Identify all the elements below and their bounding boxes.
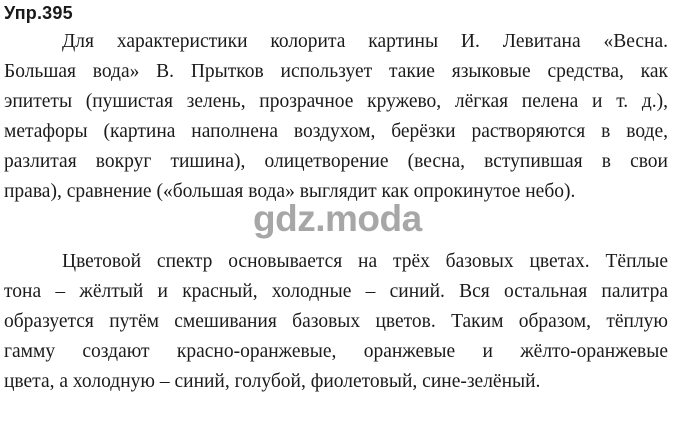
paragraph-2-line-3: образуется путём смешивания базовых цветов. Таким образом, тёплую [4, 311, 668, 332]
paragraph-2-line-1: Цветовой спектр основывается на трёх базовых цветах. Тёплые [62, 251, 668, 272]
paragraph-1-line-6: права), сравнение («большая вода» выглядит как опрокинутое небо). [4, 181, 576, 202]
site-watermark: gdz.moda [253, 198, 422, 239]
exercise-title: Упр.395 [4, 3, 73, 23]
paragraph-2-line-4: гамму создают красно-оранжевые, оранжевые и жёлто-оранжевые [4, 341, 668, 362]
paragraph-2-line-2: тона – жёлтый и красный, холодные – синий. Вся остальная палитра [4, 281, 668, 302]
paragraph-1-line-4: метафоры (картина наполнена воздухом, берёзки растворяются в воде, [4, 121, 668, 142]
paragraph-1-line-2: Большая вода» В. Прытков использует такие языковые средства, как [4, 61, 668, 82]
paragraph-1-line-3: эпитеты (пушистая зелень, прозрачное кружево, лёгкая пелена и т. д.), [4, 91, 668, 112]
paragraph-2-line-5: цвета, а холодную – синий, голубой, фиолетовый, сине-зелёный. [4, 371, 541, 392]
paragraph-1-line-5: разлитая вокруг тишина), олицетворение (весна, вступившая в свои [4, 151, 668, 172]
paragraph-1-line-1: Для характеристики колорита картины И. Левитана «Весна. [62, 31, 668, 52]
